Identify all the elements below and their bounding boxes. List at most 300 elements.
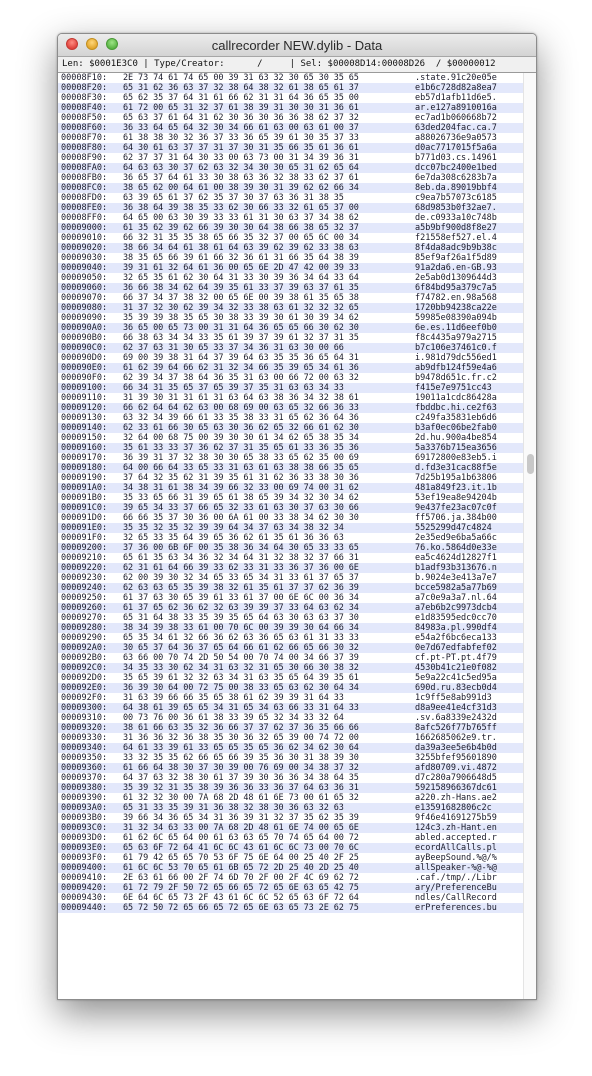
hex-row[interactable] <box>58 363 524 373</box>
hex-row-bytes[interactable]: 36 39 30 64 00 72 75 00 38 33 65 63 62 30 64 34 <box>123 683 359 693</box>
hex-row[interactable] <box>58 523 524 533</box>
hex-row[interactable] <box>58 733 524 743</box>
hex-row-ascii[interactable]: c249fa35831eb6d6 <box>415 413 497 423</box>
hex-row-offset[interactable]: 000093B0: <box>61 813 108 823</box>
scrollbar-thumb[interactable] <box>527 454 534 474</box>
hex-row-offset[interactable]: 00008FB0: <box>61 173 108 183</box>
hex-row[interactable] <box>58 353 524 363</box>
hex-row-offset[interactable]: 00009380: <box>61 783 108 793</box>
hex-row-ascii[interactable]: 91a2da6.en-GB.93 <box>415 263 497 273</box>
hex-row-ascii[interactable]: 2e5ab0d1309644d3 <box>415 273 497 283</box>
hex-row-bytes[interactable]: 66 62 64 64 62 63 00 68 69 00 63 65 32 66 36 33 <box>123 403 359 413</box>
hex-row-ascii[interactable]: a7c0e9a3a7.nl.64 <box>415 593 497 603</box>
hex-row-bytes[interactable]: 35 61 33 33 37 36 62 37 31 35 65 61 33 36 35 36 <box>123 443 359 453</box>
hex-row[interactable] <box>58 863 524 873</box>
hex-row-offset[interactable]: 000092E0: <box>61 683 108 693</box>
hex-row-ascii[interactable]: 1662685062e9.tr. <box>415 733 497 743</box>
hex-row-offset[interactable]: 000090F0: <box>61 373 108 383</box>
hex-row-ascii[interactable]: 5525299d47c4824 <box>415 523 492 533</box>
hex-row-offset[interactable]: 00009430: <box>61 893 108 903</box>
hex-row-ascii[interactable]: 5e9a22c41c5ed95a <box>415 673 497 683</box>
hex-row-ascii[interactable]: 1c9ff5e8ab991d3 <box>415 693 497 703</box>
hex-row-offset[interactable]: 000091D0: <box>61 513 108 523</box>
hex-row-ascii[interactable]: ayBeepSound.%@/% <box>415 853 497 863</box>
hex-row-bytes[interactable]: 2E 73 74 61 74 65 00 39 31 63 32 30 65 30 35 65 <box>123 73 359 83</box>
hex-data-view[interactable] <box>58 73 536 999</box>
hex-row-bytes[interactable]: 34 35 33 30 62 34 31 63 32 31 65 30 66 30 38 32 <box>123 663 359 673</box>
hex-row-ascii[interactable]: 85ef9af26a1f5d89 <box>415 253 497 263</box>
hex-row-bytes[interactable]: 38 34 39 38 33 61 00 70 6C 00 39 39 30 64 66 34 <box>123 623 359 633</box>
hex-row[interactable] <box>58 303 524 313</box>
hex-row-offset[interactable]: 00009020: <box>61 243 108 253</box>
hex-row[interactable] <box>58 893 524 903</box>
hex-row-bytes[interactable]: 62 31 61 64 66 39 33 62 33 31 33 36 37 36 00 6E <box>123 563 359 573</box>
hex-row-bytes[interactable]: 31 39 30 31 31 61 31 63 64 63 38 36 34 32 38 61 <box>123 393 359 403</box>
hex-row-bytes[interactable]: 00 73 76 00 36 61 38 33 39 65 32 34 33 32 64 <box>123 713 349 723</box>
hex-row-ascii[interactable]: .caf./tmp/./Libr <box>415 873 497 883</box>
hex-row-offset[interactable]: 00008F20: <box>61 83 108 93</box>
hex-row[interactable] <box>58 533 524 543</box>
hex-row-bytes[interactable]: 61 72 00 65 31 32 37 61 38 39 31 30 30 31 36 61 <box>123 103 359 113</box>
hex-row[interactable] <box>58 693 524 703</box>
hex-row-offset[interactable]: 000090D0: <box>61 353 108 363</box>
hex-row-offset[interactable]: 000092A0: <box>61 643 108 653</box>
hex-row-offset[interactable]: 00009000: <box>61 223 108 233</box>
hex-row-bytes[interactable]: 62 00 39 30 32 34 65 33 65 34 31 33 61 37 65 37 <box>123 573 359 583</box>
hex-row-offset[interactable]: 00009440: <box>61 903 108 913</box>
hex-row-offset[interactable]: 00009220: <box>61 563 108 573</box>
hex-row-offset[interactable]: 00009290: <box>61 633 108 643</box>
hex-row[interactable] <box>58 273 524 283</box>
hex-row[interactable] <box>58 343 524 353</box>
hex-row[interactable] <box>58 103 524 113</box>
hex-row-bytes[interactable]: 39 65 34 33 37 66 65 32 33 61 63 30 37 63 30 66 <box>123 503 359 513</box>
hex-row-ascii[interactable]: da39a3ee5e6b4b0d <box>415 743 497 753</box>
hex-row-offset[interactable]: 00009070: <box>61 293 108 303</box>
hex-row[interactable] <box>58 603 524 613</box>
hex-row-offset[interactable]: 000093C0: <box>61 823 108 833</box>
hex-row-ascii[interactable]: a7eb6b2c9973dcb4 <box>415 603 497 613</box>
hex-row[interactable] <box>58 543 524 553</box>
hex-row-bytes[interactable]: 35 33 65 66 31 39 65 61 38 65 39 34 32 30 34 62 <box>123 493 359 503</box>
hex-row-offset[interactable]: 00009180: <box>61 463 108 473</box>
hex-row-offset[interactable]: 00008F40: <box>61 103 108 113</box>
hex-row[interactable] <box>58 223 524 233</box>
hex-row-offset[interactable]: 00009210: <box>61 553 108 563</box>
hex-row-bytes[interactable]: 39 31 61 32 64 61 36 00 65 6E 2D 47 42 00 39 33 <box>123 263 359 273</box>
hex-row-bytes[interactable]: 63 66 00 70 74 2D 50 54 00 70 74 00 34 66 37 39 <box>123 653 359 663</box>
hex-row-offset[interactable]: 000092B0: <box>61 653 108 663</box>
hex-row-offset[interactable]: 00009080: <box>61 303 108 313</box>
hex-row-offset[interactable]: 00009140: <box>61 423 108 433</box>
hex-row-ascii[interactable]: 8eb.da.89019bbf4 <box>415 183 497 193</box>
hex-row-bytes[interactable]: 6E 64 6C 65 73 2F 43 61 6C 6C 52 65 63 6F 72 64 <box>123 893 359 903</box>
hex-row-offset[interactable]: 000091E0: <box>61 523 108 533</box>
hex-row-offset[interactable]: 00009390: <box>61 793 108 803</box>
hex-row-bytes[interactable]: 37 36 00 6B 6F 00 35 38 36 34 64 30 65 33 33 65 <box>123 543 359 553</box>
hex-row-offset[interactable]: 00009230: <box>61 573 108 583</box>
hex-row-bytes[interactable]: 32 64 00 68 75 00 39 30 30 61 34 62 65 38 35 34 <box>123 433 359 443</box>
hex-row-bytes[interactable]: 61 79 42 65 65 70 53 6F 75 6E 64 00 25 40 2F 25 <box>123 853 359 863</box>
hex-row-offset[interactable]: 000091F0: <box>61 533 108 543</box>
hex-row[interactable] <box>58 793 524 803</box>
hex-row[interactable] <box>58 783 524 793</box>
hex-row[interactable] <box>58 613 524 623</box>
hex-row-bytes[interactable]: 36 39 31 37 32 38 30 30 65 38 33 65 62 35 00 69 <box>123 453 359 463</box>
hex-row-ascii[interactable]: e13591682806c2c <box>415 803 497 813</box>
hex-row[interactable] <box>58 253 524 263</box>
hex-row-ascii[interactable]: i.981d79dc556ed1 <box>415 353 497 363</box>
hex-row[interactable] <box>58 293 524 303</box>
hex-row-ascii[interactable]: afd80709.vi.4872 <box>415 763 497 773</box>
hex-row[interactable] <box>58 713 524 723</box>
hex-row-ascii[interactable]: 9f46e41691275b59 <box>415 813 497 823</box>
hex-row[interactable] <box>58 383 524 393</box>
hex-row-ascii[interactable]: 84983a.pl.990df4 <box>415 623 497 633</box>
hex-row-ascii[interactable]: ec7ad1b060668b72 <box>415 113 497 123</box>
hex-row-offset[interactable]: 00008FF0: <box>61 213 108 223</box>
hex-row-offset[interactable]: 00009280: <box>61 623 108 633</box>
hex-row-bytes[interactable]: 61 32 32 30 00 7A 68 2D 48 61 6E 73 00 61 65 32 <box>123 793 359 803</box>
hex-row-ascii[interactable]: e1d83595edc0cc70 <box>415 613 497 623</box>
hex-row-ascii[interactable]: 0e7d67edfabfef02 <box>415 643 497 653</box>
hex-row-ascii[interactable]: bcce5982a5a77b69 <box>415 583 497 593</box>
hex-row-ascii[interactable]: b9478d651c.fr.c2 <box>415 373 497 383</box>
hex-row-bytes[interactable]: 62 37 37 31 64 30 33 00 63 73 00 31 34 39 36 31 <box>123 153 359 163</box>
hex-row-ascii[interactable]: b1adf93b313676.n <box>415 563 497 573</box>
hex-row-bytes[interactable]: 36 38 64 39 38 35 33 62 30 66 33 32 61 65 37 00 <box>123 203 359 213</box>
hex-row[interactable] <box>58 503 524 513</box>
hex-row-ascii[interactable]: 5a3376b715ea3656 <box>415 443 497 453</box>
hex-row-bytes[interactable]: 64 63 63 30 37 62 63 32 34 30 30 65 31 62 65 64 <box>123 163 359 173</box>
hex-row[interactable] <box>58 283 524 293</box>
hex-row-ascii[interactable]: f21558ef527.el.4 <box>415 233 497 243</box>
hex-row-ascii[interactable]: ff5706.ja.384b00 <box>415 513 497 523</box>
hex-row-offset[interactable]: 00008F90: <box>61 153 108 163</box>
hex-row-offset[interactable]: 000090A0: <box>61 323 108 333</box>
hex-row-ascii[interactable]: erPreferences.bu <box>415 903 497 913</box>
hex-row[interactable] <box>58 233 524 243</box>
hex-row[interactable] <box>58 853 524 863</box>
hex-row-offset[interactable]: 00009400: <box>61 863 108 873</box>
hex-row-ascii[interactable]: e1b6c728d82a8ea7 <box>415 83 497 93</box>
hex-row[interactable] <box>58 93 524 103</box>
hex-row-bytes[interactable]: 33 32 35 35 62 66 65 66 39 35 36 30 31 38 39 30 <box>123 753 359 763</box>
hex-row-offset[interactable]: 00009060: <box>61 283 108 293</box>
hex-row[interactable] <box>58 903 524 913</box>
hex-row-offset[interactable]: 00008F10: <box>61 73 108 83</box>
vertical-scrollbar[interactable] <box>523 73 536 999</box>
hex-row[interactable] <box>58 813 524 823</box>
hex-row-bytes[interactable]: 61 37 65 62 36 62 32 63 39 39 37 33 64 63 62 34 <box>123 603 359 613</box>
hex-row-offset[interactable]: 000090C0: <box>61 343 108 353</box>
hex-row-ascii[interactable]: 53ef19ea8e94204b <box>415 493 497 503</box>
hex-row-bytes[interactable]: 65 31 64 38 33 35 39 35 65 64 63 30 63 63 37 30 <box>123 613 359 623</box>
hex-row-ascii[interactable]: 7d25b195a1b63806 <box>415 473 497 483</box>
hex-row-ascii[interactable]: 690d.ru.83ecb0d4 <box>415 683 497 693</box>
hex-row[interactable] <box>58 623 524 633</box>
hex-row-offset[interactable]: 000090E0: <box>61 363 108 373</box>
hex-row[interactable] <box>58 723 524 733</box>
hex-row[interactable] <box>58 743 524 753</box>
hex-row[interactable] <box>58 113 524 123</box>
hex-row-offset[interactable]: 00009320: <box>61 723 108 733</box>
hex-row-offset[interactable]: 00009340: <box>61 743 108 753</box>
hex-row-offset[interactable]: 00009120: <box>61 403 108 413</box>
hex-row-bytes[interactable]: 65 31 33 35 39 31 36 38 32 38 30 36 63 32 63 <box>123 803 349 813</box>
hex-row-ascii[interactable]: 4530b41c21e0f082 <box>415 663 497 673</box>
hex-row[interactable] <box>58 333 524 343</box>
hex-row[interactable] <box>58 123 524 133</box>
hex-row-ascii[interactable]: f74782.en.98a568 <box>415 293 497 303</box>
hex-row[interactable] <box>58 883 524 893</box>
hex-row-offset[interactable]: 00009300: <box>61 703 108 713</box>
hex-row-bytes[interactable]: 34 38 31 61 38 34 39 66 32 33 00 69 74 00 31 62 <box>123 483 359 493</box>
hex-row-ascii[interactable]: a220.zh-Hans.ae2 <box>415 793 497 803</box>
hex-row-ascii[interactable]: 68d9853b0f32ae7. <box>415 203 497 213</box>
hex-row-bytes[interactable]: 66 37 34 37 38 32 00 65 6E 00 39 38 61 35 65 38 <box>123 293 359 303</box>
hex-row[interactable] <box>58 203 524 213</box>
hex-row-bytes[interactable]: 62 63 63 65 35 39 38 32 61 35 61 37 37 62 36 39 <box>123 583 359 593</box>
hex-row[interactable] <box>58 873 524 883</box>
hex-row[interactable] <box>58 673 524 683</box>
hex-row-bytes[interactable]: 65 61 35 63 34 36 32 34 64 31 32 38 32 37 66 31 <box>123 553 359 563</box>
hex-row-bytes[interactable]: 61 62 6C 65 64 00 61 63 63 65 70 74 65 64 00 72 <box>123 833 359 843</box>
hex-row[interactable] <box>58 843 524 853</box>
hex-row-offset[interactable]: 000093D0: <box>61 833 108 843</box>
hex-row-ascii[interactable]: cf.pt-PT.pt.4f79 <box>415 653 497 663</box>
hex-row-offset[interactable]: 00008FA0: <box>61 163 108 173</box>
hex-row-bytes[interactable]: 64 38 61 39 65 65 34 31 65 34 63 66 33 31 64 33 <box>123 703 359 713</box>
hex-row-bytes[interactable]: 36 66 38 34 62 64 39 35 61 33 37 39 63 37 61 35 <box>123 283 359 293</box>
hex-row[interactable] <box>58 193 524 203</box>
hex-row-offset[interactable]: 00009040: <box>61 263 108 273</box>
hex-row[interactable] <box>58 403 524 413</box>
hex-row-ascii[interactable]: 19011a1cdc86428a <box>415 393 497 403</box>
hex-row-bytes[interactable]: 64 30 61 63 37 37 31 37 30 31 35 66 35 61 36 61 <box>123 143 359 153</box>
hex-row[interactable] <box>58 583 524 593</box>
hex-row-offset[interactable]: 00009270: <box>61 613 108 623</box>
hex-row-offset[interactable]: 00008F30: <box>61 93 108 103</box>
hex-row[interactable] <box>58 453 524 463</box>
hex-row-ascii[interactable]: 8afc526f77b765ff <box>415 723 497 733</box>
hex-row[interactable] <box>58 243 524 253</box>
hex-row[interactable] <box>58 643 524 653</box>
hex-row-bytes[interactable]: 62 33 61 66 30 65 63 30 36 62 65 32 66 61 62 30 <box>123 423 359 433</box>
hex-row-offset[interactable]: 00008F60: <box>61 123 108 133</box>
hex-row-bytes[interactable]: 31 36 36 32 36 38 35 30 36 32 65 39 00 74 72 00 <box>123 733 359 743</box>
hex-row[interactable] <box>58 493 524 503</box>
hex-row-bytes[interactable]: 36 65 00 65 73 00 31 31 64 36 65 65 66 30 62 30 <box>123 323 359 333</box>
hex-row[interactable] <box>58 263 524 273</box>
hex-row-bytes[interactable]: 65 35 34 61 32 66 36 62 63 36 65 63 61 31 33 33 <box>123 633 359 643</box>
hex-row-offset[interactable]: 00009310: <box>61 713 108 723</box>
hex-row-bytes[interactable]: 35 65 39 61 32 32 63 34 31 63 35 65 64 39 35 61 <box>123 673 359 683</box>
hex-row[interactable] <box>58 73 524 83</box>
hex-row-ascii[interactable]: 481a849f23.it.1b <box>415 483 497 493</box>
hex-row-bytes[interactable]: 64 61 33 39 61 33 65 65 35 65 36 62 34 62 30 64 <box>123 743 359 753</box>
hex-row-offset[interactable]: 000091C0: <box>61 503 108 513</box>
hex-row[interactable] <box>58 633 524 643</box>
hex-row-ascii[interactable]: ea5c4624d12827f1 <box>415 553 497 563</box>
hex-row[interactable] <box>58 473 524 483</box>
hex-row-offset[interactable]: 000092F0: <box>61 693 108 703</box>
hex-row-offset[interactable]: 00008F80: <box>61 143 108 153</box>
hex-row-bytes[interactable]: 35 35 32 35 32 39 39 64 34 37 63 34 38 32 34 <box>123 523 349 533</box>
hex-row-offset[interactable]: 00009010: <box>61 233 108 243</box>
hex-row-offset[interactable]: 00009170: <box>61 453 108 463</box>
hex-row-bytes[interactable]: 36 33 64 65 64 32 30 34 66 61 63 00 63 61 00 37 <box>123 123 359 133</box>
hex-row[interactable] <box>58 823 524 833</box>
hex-row-offset[interactable]: 00009100: <box>61 383 108 393</box>
hex-row[interactable] <box>58 803 524 813</box>
hex-row[interactable] <box>58 423 524 433</box>
hex-row-ascii[interactable]: d8a9ee41e4cf31d3 <box>415 703 497 713</box>
hex-row[interactable] <box>58 183 524 193</box>
hex-row[interactable] <box>58 683 524 693</box>
hex-row[interactable] <box>58 173 524 183</box>
hex-row-ascii[interactable]: 9e437fe23ac07c0f <box>415 503 497 513</box>
hex-row-ascii[interactable]: f415e7e9751cc43 <box>415 383 497 393</box>
hex-row[interactable] <box>58 143 524 153</box>
hex-row-ascii[interactable]: b771d03.cs.14961 <box>415 153 497 163</box>
hex-row-ascii[interactable]: e54a2f6bc6eca133 <box>415 633 497 643</box>
hex-row-ascii[interactable]: 69172800e83eb5.i <box>415 453 497 463</box>
hex-row[interactable] <box>58 663 524 673</box>
hex-row-ascii[interactable]: 6f84bd95a379c7a5 <box>415 283 497 293</box>
hex-row[interactable] <box>58 553 524 563</box>
hex-row-offset[interactable]: 00009050: <box>61 273 108 283</box>
hex-row-offset[interactable]: 000090B0: <box>61 333 108 343</box>
hex-row-offset[interactable]: 000092C0: <box>61 663 108 673</box>
hex-row-ascii[interactable]: ab9dfb124f59e4a6 <box>415 363 497 373</box>
hex-row-bytes[interactable]: 37 64 32 35 62 31 39 35 61 31 62 36 33 38 30 36 <box>123 473 359 483</box>
hex-row-bytes[interactable]: 65 63 37 61 64 31 62 30 36 30 36 36 38 62 37 32 <box>123 113 359 123</box>
hex-row-bytes[interactable]: 38 65 62 00 64 61 00 38 39 30 31 39 62 62 66 34 <box>123 183 359 193</box>
hex-row-ascii[interactable]: ary/PreferenceBu <box>415 883 497 893</box>
hex-row-ascii[interactable]: .state.91c20e05e <box>415 73 497 83</box>
hex-row-ascii[interactable]: 76.ko.5864d0e33e <box>415 543 497 553</box>
hex-row-offset[interactable]: 00009130: <box>61 413 108 423</box>
hex-row[interactable] <box>58 313 524 323</box>
hex-row-bytes[interactable]: 66 34 31 35 65 37 65 39 37 35 31 63 63 34 33 <box>123 383 349 393</box>
hex-row-ascii[interactable]: d7c280a7906648d5 <box>415 773 497 783</box>
hex-row-offset[interactable]: 00009360: <box>61 763 108 773</box>
hex-row-bytes[interactable]: 31 37 32 30 62 39 34 32 33 38 63 61 32 32 32 65 <box>123 303 359 313</box>
hex-row-offset[interactable]: 00008F70: <box>61 133 108 143</box>
hex-row-offset[interactable]: 00009350: <box>61 753 108 763</box>
hex-row-ascii[interactable]: d.fd3e31cac88f5e <box>415 463 497 473</box>
hex-row-offset[interactable]: 00009030: <box>61 253 108 263</box>
hex-row[interactable] <box>58 563 524 573</box>
hex-row-bytes[interactable]: 66 38 63 34 34 33 35 61 39 37 39 61 32 37 31 35 <box>123 333 359 343</box>
hex-row-offset[interactable]: 00009240: <box>61 583 108 593</box>
hex-row-bytes[interactable]: 66 32 31 35 35 38 65 66 35 32 37 00 65 6C 00 34 <box>123 233 359 243</box>
hex-row[interactable] <box>58 763 524 773</box>
hex-row-offset[interactable]: 00009370: <box>61 773 108 783</box>
hex-row-offset[interactable]: 00009090: <box>61 313 108 323</box>
hex-row-bytes[interactable]: 38 61 66 63 35 32 36 66 37 37 62 37 36 35 66 66 <box>123 723 359 733</box>
selection-readout[interactable]: Sel: $00008D14:00008D26 / $00000012 <box>300 59 496 69</box>
hex-row-offset[interactable]: 00008FE0: <box>61 203 108 213</box>
hex-row-bytes[interactable]: 65 72 50 72 65 66 65 72 65 6E 63 65 73 2E 62 75 <box>123 903 359 913</box>
hex-row-bytes[interactable]: 61 37 63 30 65 39 61 33 61 37 00 6E 6C 00 36 34 <box>123 593 359 603</box>
hex-row-ascii[interactable]: dcc07bc2400e1bed <box>415 163 497 173</box>
hex-row[interactable] <box>58 153 524 163</box>
hex-row-bytes[interactable]: 39 66 34 36 65 34 31 36 39 31 32 37 35 62 35 39 <box>123 813 359 823</box>
hex-row[interactable] <box>58 323 524 333</box>
hex-row-ascii[interactable]: 2e35ed9e6ba5a66c <box>415 533 497 543</box>
hex-row-ascii[interactable]: 6e.es.11d6eef0b0 <box>415 323 497 333</box>
hex-row-offset[interactable]: 000093A0: <box>61 803 108 813</box>
hex-row-offset[interactable]: 00009410: <box>61 873 108 883</box>
hex-row-bytes[interactable]: 62 39 34 37 38 64 36 35 31 63 00 66 72 00 63 32 <box>123 373 359 383</box>
hex-row-ascii[interactable]: a5b9bf900d8f8e27 <box>415 223 497 233</box>
hex-row-offset[interactable]: 00008FC0: <box>61 183 108 193</box>
hex-row-ascii[interactable]: b7c106e37461c0.f <box>415 343 497 353</box>
hex-row-offset[interactable]: 00009160: <box>61 443 108 453</box>
hex-row-ascii[interactable]: fbddbc.hi.ce2f63 <box>415 403 497 413</box>
hex-row-offset[interactable]: 00009190: <box>61 473 108 483</box>
hex-row-bytes[interactable]: 61 72 79 2F 50 72 65 66 65 72 65 6E 63 65 42 75 <box>123 883 359 893</box>
hex-row-offset[interactable]: 00009150: <box>61 433 108 443</box>
hex-row[interactable] <box>58 513 524 523</box>
hex-row-ascii[interactable]: c9ea7b57073c6185 <box>415 193 497 203</box>
hex-row-offset[interactable]: 00008FD0: <box>61 193 108 203</box>
hex-row-bytes[interactable]: 62 37 63 31 30 65 33 37 34 36 31 63 30 00 66 <box>123 343 349 353</box>
hex-row-ascii[interactable]: 124c3.zh-Hant.en <box>415 823 497 833</box>
hex-row-bytes[interactable]: 61 35 62 39 62 66 39 30 30 64 38 66 38 65 32 37 <box>123 223 359 233</box>
hex-row-bytes[interactable]: 30 65 37 64 36 37 65 64 66 61 62 66 65 66 30 32 <box>123 643 359 653</box>
hex-row-offset[interactable]: 00009250: <box>61 593 108 603</box>
hex-row-ascii[interactable]: 8f4da8adc9b9b38c <box>415 243 497 253</box>
hex-row-bytes[interactable]: 2E 63 61 66 00 2F 74 6D 70 2F 00 2F 4C 69 62 72 <box>123 873 359 883</box>
hex-row-offset[interactable]: 000092D0: <box>61 673 108 683</box>
hex-row-ascii[interactable]: b.9024e3e413a7e7 <box>415 573 497 583</box>
hex-row-offset[interactable]: 000093E0: <box>61 843 108 853</box>
hex-row[interactable] <box>58 573 524 583</box>
hex-row-ascii[interactable]: 1720bb94238ca22e <box>415 303 497 313</box>
hex-row-bytes[interactable]: 31 32 34 63 33 00 7A 68 2D 48 61 6E 74 00 65 6E <box>123 823 359 833</box>
hex-row[interactable] <box>58 393 524 403</box>
title-bar[interactable] <box>58 34 536 57</box>
hex-row-bytes[interactable]: 38 66 34 64 61 38 61 64 63 39 62 39 62 33 38 63 <box>123 243 359 253</box>
hex-row-bytes[interactable]: 61 38 38 30 32 36 37 33 36 65 39 61 30 35 37 33 <box>123 133 359 143</box>
hex-row-bytes[interactable]: 64 65 00 63 30 39 33 33 61 31 30 63 37 34 38 62 <box>123 213 359 223</box>
hex-row-ascii[interactable]: 592158966367dc61 <box>415 783 497 793</box>
hex-row-bytes[interactable]: 64 00 66 64 33 65 33 31 63 61 63 38 38 66 35 65 <box>123 463 359 473</box>
hex-row[interactable] <box>58 83 524 93</box>
hex-row-offset[interactable]: 000093F0: <box>61 853 108 863</box>
hex-row-ascii[interactable]: 3255bfef95601890 <box>415 753 497 763</box>
hex-row-ascii[interactable]: ar.e127a8910016a <box>415 103 497 113</box>
hex-row[interactable] <box>58 443 524 453</box>
hex-row-ascii[interactable]: 59985e08390a094b <box>415 313 497 323</box>
hex-row-bytes[interactable]: 61 66 64 38 30 37 30 39 00 76 69 00 34 38 37 32 <box>123 763 359 773</box>
hex-row-ascii[interactable]: .sv.6a8339e2432d <box>415 713 497 723</box>
hex-row-bytes[interactable]: 31 63 39 66 66 35 65 38 61 62 39 39 31 64 33 <box>123 693 349 703</box>
hex-row[interactable] <box>58 753 524 763</box>
hex-row-bytes[interactable]: 61 6C 6C 53 70 65 61 6B 65 72 2D 25 40 2D 25 40 <box>123 863 359 873</box>
hex-row-offset[interactable]: 00009420: <box>61 883 108 893</box>
hex-row-offset[interactable]: 00009200: <box>61 543 108 553</box>
hex-row-ascii[interactable]: b3af0ec06be2fab0 <box>415 423 497 433</box>
hex-row-bytes[interactable]: 64 37 63 32 38 30 61 37 39 30 36 36 34 38 64 35 <box>123 773 359 783</box>
hex-row-offset[interactable]: 000091A0: <box>61 483 108 493</box>
hex-row-bytes[interactable]: 66 66 35 37 30 36 00 6A 61 00 33 38 34 62 30 30 <box>123 513 359 523</box>
hex-row[interactable] <box>58 593 524 603</box>
hex-row-ascii[interactable]: d0ac7717015f5a6a <box>415 143 497 153</box>
